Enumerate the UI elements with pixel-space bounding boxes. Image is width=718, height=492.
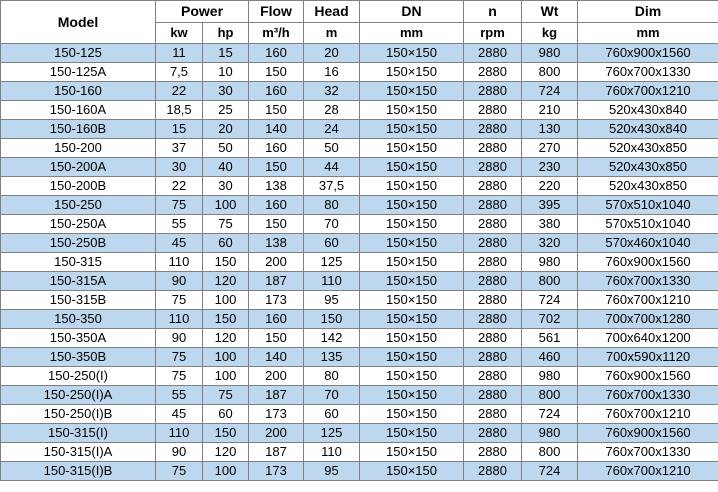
cell-n: 2880 (464, 329, 522, 348)
cell-model: 150-200B (1, 177, 156, 196)
cell-flow: 138 (249, 234, 304, 253)
cell-model: 150-160 (1, 82, 156, 101)
cell-dn: 150×150 (360, 386, 464, 405)
cell-head: 24 (304, 120, 360, 139)
cell-n: 2880 (464, 63, 522, 82)
cell-n: 2880 (464, 462, 522, 481)
cell-model: 150-315A (1, 272, 156, 291)
cell-head: 125 (304, 424, 360, 443)
cell-kw: 75 (156, 196, 203, 215)
table-row (1, 63, 718, 82)
cell-n: 2880 (464, 386, 522, 405)
cell-dim: 700x700x1280 (578, 310, 718, 329)
cell-kw: 45 (156, 234, 203, 253)
cell-kw: 110 (156, 424, 203, 443)
cell-head: 110 (304, 272, 360, 291)
cell-n: 2880 (464, 196, 522, 215)
cell-model: 150-350 (1, 310, 156, 329)
cell-dim: 760x900x1560 (578, 367, 718, 386)
cell-wt: 800 (522, 386, 578, 405)
cell-head: 28 (304, 101, 360, 120)
cell-dim: 760x700x1330 (578, 386, 718, 405)
cell-wt: 724 (522, 82, 578, 101)
cell-head: 44 (304, 158, 360, 177)
cell-dn: 150×150 (360, 443, 464, 462)
cell-flow: 150 (249, 63, 304, 82)
cell-kw: 110 (156, 310, 203, 329)
cell-dim: 760x700x1330 (578, 272, 718, 291)
table-row (1, 120, 718, 139)
cell-kw: 55 (156, 386, 203, 405)
cell-n: 2880 (464, 291, 522, 310)
cell-model: 150-250B (1, 234, 156, 253)
cell-head: 95 (304, 462, 360, 481)
cell-flow: 150 (249, 101, 304, 120)
cell-n: 2880 (464, 44, 522, 63)
cell-hp: 10 (203, 63, 249, 82)
cell-wt: 130 (522, 120, 578, 139)
table-row (1, 348, 718, 367)
cell-kw: 18,5 (156, 101, 203, 120)
cell-dn: 150×150 (360, 310, 464, 329)
cell-head: 135 (304, 348, 360, 367)
cell-wt: 561 (522, 329, 578, 348)
table-row (1, 443, 718, 462)
cell-wt: 460 (522, 348, 578, 367)
table-row (1, 272, 718, 291)
cell-n: 2880 (464, 310, 522, 329)
table-row (1, 386, 718, 405)
cell-n: 2880 (464, 405, 522, 424)
cell-flow: 160 (249, 310, 304, 329)
cell-kw: 90 (156, 329, 203, 348)
column-header-flow: Flow (249, 1, 304, 23)
cell-dim: 760x900x1560 (578, 44, 718, 63)
cell-kw: 75 (156, 348, 203, 367)
unit-header-dn: mm (360, 23, 464, 44)
cell-head: 60 (304, 234, 360, 253)
unit-header-n: rpm (464, 23, 522, 44)
cell-dn: 150×150 (360, 462, 464, 481)
cell-kw: 75 (156, 367, 203, 386)
cell-flow: 173 (249, 291, 304, 310)
cell-dn: 150×150 (360, 196, 464, 215)
cell-kw: 90 (156, 443, 203, 462)
cell-hp: 30 (203, 177, 249, 196)
cell-dn: 150×150 (360, 272, 464, 291)
unit-header-dim: mm (578, 23, 718, 44)
cell-dn: 150×150 (360, 367, 464, 386)
header-row-groups (1, 1, 718, 23)
table-row (1, 405, 718, 424)
cell-flow: 150 (249, 215, 304, 234)
cell-flow: 138 (249, 177, 304, 196)
cell-dn: 150×150 (360, 139, 464, 158)
column-header-n: n (464, 1, 522, 23)
cell-head: 80 (304, 196, 360, 215)
cell-flow: 173 (249, 405, 304, 424)
table-body (1, 44, 718, 481)
cell-model: 150-250(I) (1, 367, 156, 386)
cell-dn: 150×150 (360, 234, 464, 253)
cell-wt: 320 (522, 234, 578, 253)
cell-flow: 160 (249, 196, 304, 215)
column-header-model: Model (1, 1, 156, 44)
table-row (1, 367, 718, 386)
cell-wt: 980 (522, 424, 578, 443)
cell-dn: 150×150 (360, 424, 464, 443)
cell-model: 150-315(I) (1, 424, 156, 443)
cell-dim: 520x430x850 (578, 177, 718, 196)
unit-header-flow: m³/h (249, 23, 304, 44)
cell-hp: 15 (203, 44, 249, 63)
cell-wt: 724 (522, 291, 578, 310)
cell-model: 150-250 (1, 196, 156, 215)
cell-wt: 724 (522, 462, 578, 481)
cell-dn: 150×150 (360, 291, 464, 310)
cell-dim: 520x430x850 (578, 158, 718, 177)
unit-header-kw: kw (156, 23, 203, 44)
cell-n: 2880 (464, 177, 522, 196)
cell-head: 70 (304, 386, 360, 405)
cell-n: 2880 (464, 101, 522, 120)
cell-n: 2880 (464, 424, 522, 443)
cell-model: 150-250(I)A (1, 386, 156, 405)
cell-head: 142 (304, 329, 360, 348)
cell-dn: 150×150 (360, 158, 464, 177)
cell-model: 150-125 (1, 44, 156, 63)
cell-model: 150-160B (1, 120, 156, 139)
cell-dim: 570x510x1040 (578, 196, 718, 215)
table-row (1, 196, 718, 215)
cell-hp: 150 (203, 253, 249, 272)
cell-dn: 150×150 (360, 405, 464, 424)
cell-hp: 75 (203, 386, 249, 405)
cell-kw: 7,5 (156, 63, 203, 82)
cell-n: 2880 (464, 120, 522, 139)
cell-dn: 150×150 (360, 82, 464, 101)
cell-dn: 150×150 (360, 63, 464, 82)
cell-flow: 160 (249, 82, 304, 101)
cell-kw: 75 (156, 291, 203, 310)
cell-flow: 140 (249, 348, 304, 367)
cell-model: 150-160A (1, 101, 156, 120)
cell-head: 37,5 (304, 177, 360, 196)
cell-model: 150-250(I)B (1, 405, 156, 424)
table-row (1, 310, 718, 329)
cell-head: 60 (304, 405, 360, 424)
cell-wt: 800 (522, 443, 578, 462)
cell-head: 150 (304, 310, 360, 329)
table-row (1, 291, 718, 310)
cell-flow: 200 (249, 253, 304, 272)
cell-head: 20 (304, 44, 360, 63)
table-row (1, 139, 718, 158)
cell-flow: 187 (249, 386, 304, 405)
cell-n: 2880 (464, 82, 522, 101)
cell-dim: 700x640x1200 (578, 329, 718, 348)
cell-kw: 22 (156, 177, 203, 196)
cell-dim: 570x510x1040 (578, 215, 718, 234)
table-row (1, 158, 718, 177)
cell-model: 150-315B (1, 291, 156, 310)
cell-dim: 520x430x850 (578, 139, 718, 158)
cell-dim: 760x900x1560 (578, 253, 718, 272)
column-header-dn: DN (360, 1, 464, 23)
table-row (1, 329, 718, 348)
cell-model: 150-350B (1, 348, 156, 367)
cell-hp: 20 (203, 120, 249, 139)
cell-kw: 45 (156, 405, 203, 424)
cell-wt: 220 (522, 177, 578, 196)
table-row (1, 234, 718, 253)
cell-dn: 150×150 (360, 44, 464, 63)
cell-hp: 60 (203, 405, 249, 424)
cell-kw: 110 (156, 253, 203, 272)
cell-dn: 150×150 (360, 215, 464, 234)
cell-n: 2880 (464, 158, 522, 177)
cell-flow: 160 (249, 139, 304, 158)
cell-hp: 100 (203, 196, 249, 215)
cell-n: 2880 (464, 272, 522, 291)
cell-flow: 150 (249, 329, 304, 348)
cell-dim: 760x700x1210 (578, 462, 718, 481)
cell-wt: 210 (522, 101, 578, 120)
cell-dim: 760x700x1330 (578, 443, 718, 462)
cell-dn: 150×150 (360, 253, 464, 272)
cell-model: 150-250A (1, 215, 156, 234)
cell-wt: 980 (522, 253, 578, 272)
cell-hp: 50 (203, 139, 249, 158)
cell-hp: 100 (203, 462, 249, 481)
cell-hp: 30 (203, 82, 249, 101)
cell-n: 2880 (464, 215, 522, 234)
cell-n: 2880 (464, 139, 522, 158)
unit-header-wt: kg (522, 23, 578, 44)
cell-kw: 75 (156, 462, 203, 481)
cell-wt: 980 (522, 44, 578, 63)
cell-head: 70 (304, 215, 360, 234)
cell-head: 110 (304, 443, 360, 462)
table-row (1, 462, 718, 481)
cell-model: 150-350A (1, 329, 156, 348)
cell-model: 150-200 (1, 139, 156, 158)
cell-dim: 700x590x1120 (578, 348, 718, 367)
cell-kw: 37 (156, 139, 203, 158)
cell-n: 2880 (464, 253, 522, 272)
column-header-dim: Dim (578, 1, 718, 23)
cell-hp: 100 (203, 367, 249, 386)
cell-wt: 270 (522, 139, 578, 158)
cell-dn: 150×150 (360, 348, 464, 367)
cell-dim: 760x700x1210 (578, 82, 718, 101)
cell-n: 2880 (464, 443, 522, 462)
cell-head: 16 (304, 63, 360, 82)
cell-flow: 200 (249, 367, 304, 386)
cell-hp: 75 (203, 215, 249, 234)
unit-header-head: m (304, 23, 360, 44)
cell-n: 2880 (464, 367, 522, 386)
cell-flow: 140 (249, 120, 304, 139)
cell-hp: 150 (203, 310, 249, 329)
cell-kw: 55 (156, 215, 203, 234)
cell-hp: 120 (203, 329, 249, 348)
cell-wt: 980 (522, 367, 578, 386)
cell-n: 2880 (464, 234, 522, 253)
cell-flow: 173 (249, 462, 304, 481)
cell-head: 50 (304, 139, 360, 158)
unit-header-hp: hp (203, 23, 249, 44)
table-header (1, 1, 718, 44)
table-row (1, 177, 718, 196)
table-row (1, 82, 718, 101)
cell-hp: 40 (203, 158, 249, 177)
cell-head: 125 (304, 253, 360, 272)
cell-dim: 760x700x1210 (578, 291, 718, 310)
cell-n: 2880 (464, 348, 522, 367)
cell-wt: 380 (522, 215, 578, 234)
cell-dn: 150×150 (360, 329, 464, 348)
cell-model: 150-315(I)B (1, 462, 156, 481)
cell-kw: 30 (156, 158, 203, 177)
cell-head: 80 (304, 367, 360, 386)
cell-dim: 520x430x840 (578, 101, 718, 120)
cell-model: 150-125A (1, 63, 156, 82)
cell-dim: 760x700x1330 (578, 63, 718, 82)
cell-head: 32 (304, 82, 360, 101)
table-row (1, 44, 718, 63)
cell-dn: 150×150 (360, 177, 464, 196)
cell-kw: 15 (156, 120, 203, 139)
cell-dim: 760x900x1560 (578, 424, 718, 443)
cell-hp: 25 (203, 101, 249, 120)
cell-wt: 395 (522, 196, 578, 215)
cell-model: 150-200A (1, 158, 156, 177)
cell-flow: 160 (249, 44, 304, 63)
cell-flow: 150 (249, 158, 304, 177)
cell-flow: 187 (249, 443, 304, 462)
cell-hp: 60 (203, 234, 249, 253)
cell-flow: 187 (249, 272, 304, 291)
cell-wt: 702 (522, 310, 578, 329)
cell-head: 95 (304, 291, 360, 310)
table-row (1, 424, 718, 443)
column-header-wt: Wt (522, 1, 578, 23)
table-row (1, 101, 718, 120)
cell-model: 150-315 (1, 253, 156, 272)
cell-kw: 90 (156, 272, 203, 291)
cell-dn: 150×150 (360, 101, 464, 120)
cell-dim: 570x460x1040 (578, 234, 718, 253)
cell-kw: 11 (156, 44, 203, 63)
cell-hp: 120 (203, 272, 249, 291)
column-header-head: Head (304, 1, 360, 23)
cell-hp: 120 (203, 443, 249, 462)
cell-flow: 200 (249, 424, 304, 443)
cell-hp: 150 (203, 424, 249, 443)
cell-wt: 230 (522, 158, 578, 177)
cell-kw: 22 (156, 82, 203, 101)
table-row (1, 215, 718, 234)
cell-dim: 760x700x1210 (578, 405, 718, 424)
cell-wt: 800 (522, 63, 578, 82)
cell-wt: 800 (522, 272, 578, 291)
cell-wt: 724 (522, 405, 578, 424)
cell-dn: 150×150 (360, 120, 464, 139)
cell-dim: 520x430x840 (578, 120, 718, 139)
cell-model: 150-315(I)A (1, 443, 156, 462)
table-row (1, 253, 718, 272)
cell-hp: 100 (203, 291, 249, 310)
column-header-power: Power (156, 1, 249, 23)
cell-hp: 100 (203, 348, 249, 367)
